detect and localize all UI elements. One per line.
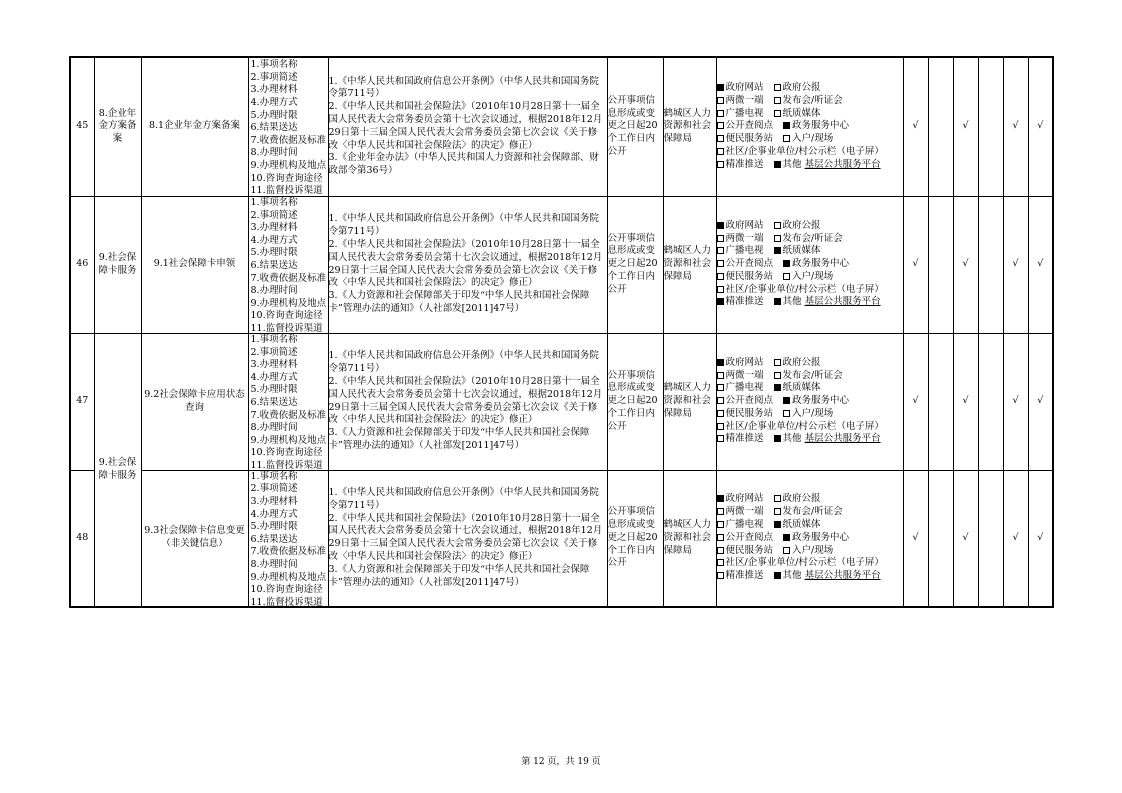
element-item: 10.咨询查询途径 (250, 447, 323, 459)
basis-item: 2.《中华人民共和国社会保险法》（2010年10月28日第十一届全国人民代表大会常务委员会第十七次会议通过，根据2018年12月29日第十三届全国人民代表大会常务委员会第七次会议《关于修改〈中华人民共和国社会保险法〉的决定》修正） (328, 512, 603, 563)
checked-box-icon (774, 384, 781, 391)
empty-box-icon (717, 397, 724, 404)
channels-cell: 政府网站 政府公报 两微一端 发布会/听证会 广播电视 纸质媒体 公开查阅点 政务服务中心 便民服务站 入户/现场 社区/企事业单位/村公示栏（电子屏） 精准推送 其他 基层公共服务平台 (716, 196, 903, 333)
empty-cell (928, 470, 953, 607)
checked-box-icon (717, 359, 724, 366)
basis-cell (328, 333, 607, 470)
check-mark: √ (1028, 57, 1053, 196)
empty-box-icon (717, 372, 724, 379)
element-item: 9.办理机构及地点 (250, 434, 327, 446)
checked-box-icon (774, 435, 781, 442)
check-mark: √ (953, 57, 978, 196)
checked-box-icon (774, 247, 781, 254)
element-item: 4.办理方式 (250, 234, 298, 246)
checked-box-icon (783, 122, 790, 129)
check-mark: √ (1028, 333, 1053, 470)
empty-box-icon (774, 372, 781, 379)
row-number: 46 (70, 196, 94, 333)
table-row (70, 470, 1053, 607)
checked-box-icon (774, 572, 781, 579)
empty-box-icon (717, 235, 724, 242)
empty-cell (978, 57, 1003, 196)
elements-cell (248, 196, 328, 333)
element-item: 6.结果送达 (250, 533, 298, 545)
empty-box-icon (783, 410, 790, 417)
basis-item: 2.《中华人民共和国社会保险法》（2010年10月28日第十一届全国人民代表大会常务委员会第十七次会议通过，根据2018年12月29日第十三届全国人民代表大会常务委员会第七次会议《关于修改〈中华人民共和国社会保险法〉的决定》修正） (328, 101, 603, 151)
empty-box-icon (774, 222, 781, 229)
element-item: 9.办理机构及地点 (250, 160, 327, 171)
basis-item: 2.《中华人民共和国社会保险法》（2010年10月28日第十一届全国人民代表大会常务委员会第十七次会议通过，根据2018年12月29日第十三届全国人民代表大会常务委员会第七次会议《关于修改〈中华人民共和国社会保险法〉的决定》修正） (328, 375, 603, 426)
element-item: 11.监督投诉渠道 (250, 185, 323, 195)
basis-item: 1.《中华人民共和国政府信息公开条例》（中华人民共和国国务院令第711号） (328, 350, 599, 375)
element-item: 11.监督投诉渠道 (250, 596, 323, 606)
empty-box-icon (717, 559, 724, 566)
basis-cell (328, 470, 607, 607)
element-item: 6.结果送达 (250, 259, 298, 271)
empty-box-icon (717, 547, 724, 554)
element-item: 5.办理时限 (250, 384, 298, 396)
empty-box-icon (717, 423, 724, 430)
subitem-cell: 8.1企业年金方案备案 (141, 57, 248, 196)
element-item: 7.收费依据及标准 (250, 409, 327, 421)
checked-box-icon (783, 397, 790, 404)
elements-cell (248, 470, 328, 607)
element-item: 3.办理材料 (250, 359, 298, 371)
element-item: 9.办理机构及地点 (250, 571, 327, 583)
basis-item: 2.《中华人民共和国社会保险法》（2010年10月28日第十一届全国人民代表大会常务委员会第十七次会议通过，根据2018年12月29日第十三届全国人民代表大会常务委员会第七次会议《关于修改〈中华人民共和国社会保险法〉的决定》修正） (328, 238, 603, 289)
subitem-cell: 9.2社会保障卡应用状态查询 (141, 333, 248, 470)
checked-box-icon (717, 495, 724, 502)
element-item: 2.事项简述 (250, 346, 298, 358)
empty-box-icon (717, 97, 724, 104)
time-limit-cell: 公开事项信息形成或变更之日起20个工作日内公开 (607, 196, 663, 333)
check-mark: √ (903, 333, 928, 470)
basis-item: 3.《人力资源和社会保障部关于印发“中华人民共和国社会保障卡”管理办法的通知》（人社部发[2011]47号） (328, 427, 590, 451)
element-item: 10.咨询查询途径 (250, 310, 323, 322)
element-item: 2.事项简述 (250, 209, 298, 221)
check-mark: √ (953, 196, 978, 333)
table-row (70, 57, 1053, 196)
element-item: 3.办理材料 (250, 495, 298, 507)
row-number: 45 (70, 57, 94, 196)
empty-box-icon (774, 359, 781, 366)
check-mark: √ (1003, 333, 1028, 470)
basis-item: 3.《人力资源和社会保障部关于印发“中华人民共和国社会保障卡”管理办法的通知》（人社部发[2011]47号） (328, 290, 590, 314)
table-row (70, 333, 1053, 470)
empty-cell (978, 333, 1003, 470)
empty-box-icon (717, 247, 724, 254)
subject-cell: 鹤城区人力资源和社会保障局 (663, 196, 716, 333)
row-number: 48 (70, 470, 94, 607)
element-item: 3.办理材料 (250, 84, 298, 96)
empty-box-icon (774, 84, 781, 91)
check-mark: √ (903, 57, 928, 196)
check-mark: √ (903, 470, 928, 607)
basis-item: 3.《人力资源和社会保障部关于印发“中华人民共和国社会保障卡”管理办法的通知》（人社部发[2011]47号） (328, 563, 590, 588)
channels-cell: 政府网站 政府公报 两微一端 发布会/听证会 广播电视 纸质媒体 公开查阅点 政务服务中心 便民服务站 入户/现场 社区/企事业单位/村公示栏（电子屏） 精准推送 其他 基层公共服务平台 (716, 333, 903, 470)
checked-box-icon (783, 260, 790, 267)
checked-box-icon (717, 222, 724, 229)
element-item: 8.办理时间 (250, 558, 298, 570)
checked-box-icon (774, 161, 781, 168)
disclosure-table (69, 56, 1054, 608)
element-item: 4.办理方式 (250, 508, 298, 520)
empty-box-icon (783, 135, 790, 142)
check-mark: √ (903, 196, 928, 333)
basis-item: 1.《中华人民共和国政府信息公开条例》（中华人民共和国国务院令第711号） (328, 213, 599, 238)
empty-box-icon (717, 135, 724, 142)
empty-box-icon (717, 435, 724, 442)
element-item: 7.收费依据及标准 (250, 134, 327, 146)
element-item: 8.办理时间 (250, 147, 298, 159)
element-item: 4.办理方式 (250, 371, 298, 383)
checked-box-icon (717, 298, 724, 305)
empty-cell (928, 57, 953, 196)
element-item: 6.结果送达 (250, 396, 298, 408)
checked-box-icon (783, 534, 790, 541)
element-item: 8.办理时间 (250, 422, 298, 434)
basis-cell (328, 57, 607, 196)
subject-cell: 鹤城区人力资源和社会保障局 (663, 57, 716, 196)
check-mark: √ (1028, 196, 1053, 333)
basis-item: 3.《企业年金办法》（中华人民共和国人力资源和社会保障部、财政部令第36号） (328, 152, 599, 177)
time-limit-cell: 公开事项信息形成或变更之日起20个工作日内公开 (607, 470, 663, 607)
check-mark: √ (1003, 57, 1028, 196)
element-item: 11.监督投诉渠道 (250, 322, 323, 332)
element-item: 9.办理机构及地点 (250, 297, 327, 309)
basis-item: 1.《中华人民共和国政府信息公开条例》（中华人民共和国国务院令第711号） (328, 487, 599, 511)
page-number-footer: 第 12 页，共 19 页 (521, 757, 601, 767)
empty-cell (978, 470, 1003, 607)
check-mark: √ (953, 470, 978, 607)
empty-cell (928, 333, 953, 470)
table-row (70, 196, 1053, 333)
checked-box-icon (717, 84, 724, 91)
check-mark: √ (1003, 470, 1028, 607)
element-item: 5.办理时限 (250, 247, 298, 259)
empty-cell (928, 196, 953, 333)
subject-cell: 鹤城区人力资源和社会保障局 (663, 470, 716, 607)
empty-box-icon (717, 384, 724, 391)
empty-box-icon (717, 122, 724, 129)
element-item: 7.收费依据及标准 (250, 546, 327, 558)
element-item: 2.事项简述 (250, 71, 298, 83)
element-item: 2.事项简述 (250, 483, 298, 495)
elements-cell (248, 333, 328, 470)
element-item: 1.事项名称 (250, 197, 298, 208)
element-item: 8.办理时间 (250, 285, 298, 297)
empty-box-icon (717, 410, 724, 417)
time-limit-cell: 公开事项信息形成或变更之日起20个工作日内公开 (607, 57, 663, 196)
checked-box-icon (774, 521, 781, 528)
category-cell: 8.企业年金方案备案 (94, 57, 141, 196)
time-limit-cell: 公开事项信息形成或变更之日起20个工作日内公开 (607, 333, 663, 470)
element-item: 10.咨询查询途径 (250, 584, 323, 596)
basis-item: 1.《中华人民共和国政府信息公开条例》（中华人民共和国国务院令第711号） (328, 75, 599, 100)
category-cell: 9.社会保障卡服务 (94, 196, 141, 333)
empty-box-icon (717, 110, 724, 117)
empty-box-icon (717, 286, 724, 293)
row-number: 47 (70, 333, 94, 470)
check-mark: √ (953, 333, 978, 470)
subitem-cell: 9.3社会保障卡信息变更（非关键信息） (141, 470, 248, 607)
elements-cell (248, 57, 328, 196)
empty-box-icon (717, 260, 724, 267)
empty-box-icon (717, 161, 724, 168)
empty-box-icon (783, 547, 790, 554)
element-item: 4.办理方式 (250, 97, 298, 109)
element-item: 1.事项名称 (250, 59, 298, 71)
empty-box-icon (717, 572, 724, 579)
basis-cell (328, 196, 607, 333)
empty-box-icon (774, 495, 781, 502)
channels-cell: 政府网站 政府公报 两微一端 发布会/听证会 广播电视 纸质媒体 公开查阅点 政务服务中心 便民服务站 入户/现场 社区/企事业单位/村公示栏（电子屏） 精准推送 其他 基层公共服务平台 (716, 470, 903, 607)
channels-cell: 政府网站 政府公报 两微一端 发布会/听证会 广播电视 纸质媒体 公开查阅点 政务服务中心 便民服务站 入户/现场 社区/企事业单位/村公示栏（电子屏） 精准推送 其他 基层公共服务平台 (716, 57, 903, 196)
empty-box-icon (717, 508, 724, 515)
empty-box-icon (774, 110, 781, 117)
element-item: 5.办理时限 (250, 521, 298, 533)
subject-cell: 鹤城区人力资源和社会保障局 (663, 333, 716, 470)
check-mark: √ (1028, 470, 1053, 607)
empty-box-icon (774, 235, 781, 242)
empty-box-icon (774, 508, 781, 515)
empty-box-icon (717, 521, 724, 528)
empty-box-icon (774, 97, 781, 104)
checked-box-icon (774, 298, 781, 305)
element-item: 5.办理时限 (250, 109, 298, 121)
element-item: 3.办理材料 (250, 222, 298, 234)
empty-box-icon (783, 273, 790, 280)
empty-box-icon (717, 273, 724, 280)
subitem-cell: 9.1社会保障卡申领 (141, 196, 248, 333)
element-item: 1.事项名称 (250, 470, 298, 482)
element-item: 1.事项名称 (250, 334, 298, 345)
empty-box-icon (717, 534, 724, 541)
element-item: 6.结果送达 (250, 122, 298, 134)
check-mark: √ (1003, 196, 1028, 333)
element-item: 11.监督投诉渠道 (250, 459, 323, 469)
category-cell: 9.社会保障卡服务 (94, 333, 141, 607)
empty-box-icon (717, 148, 724, 155)
element-item: 7.收费依据及标准 (250, 272, 327, 284)
empty-cell (978, 196, 1003, 333)
element-item: 10.咨询查询途径 (250, 172, 323, 184)
